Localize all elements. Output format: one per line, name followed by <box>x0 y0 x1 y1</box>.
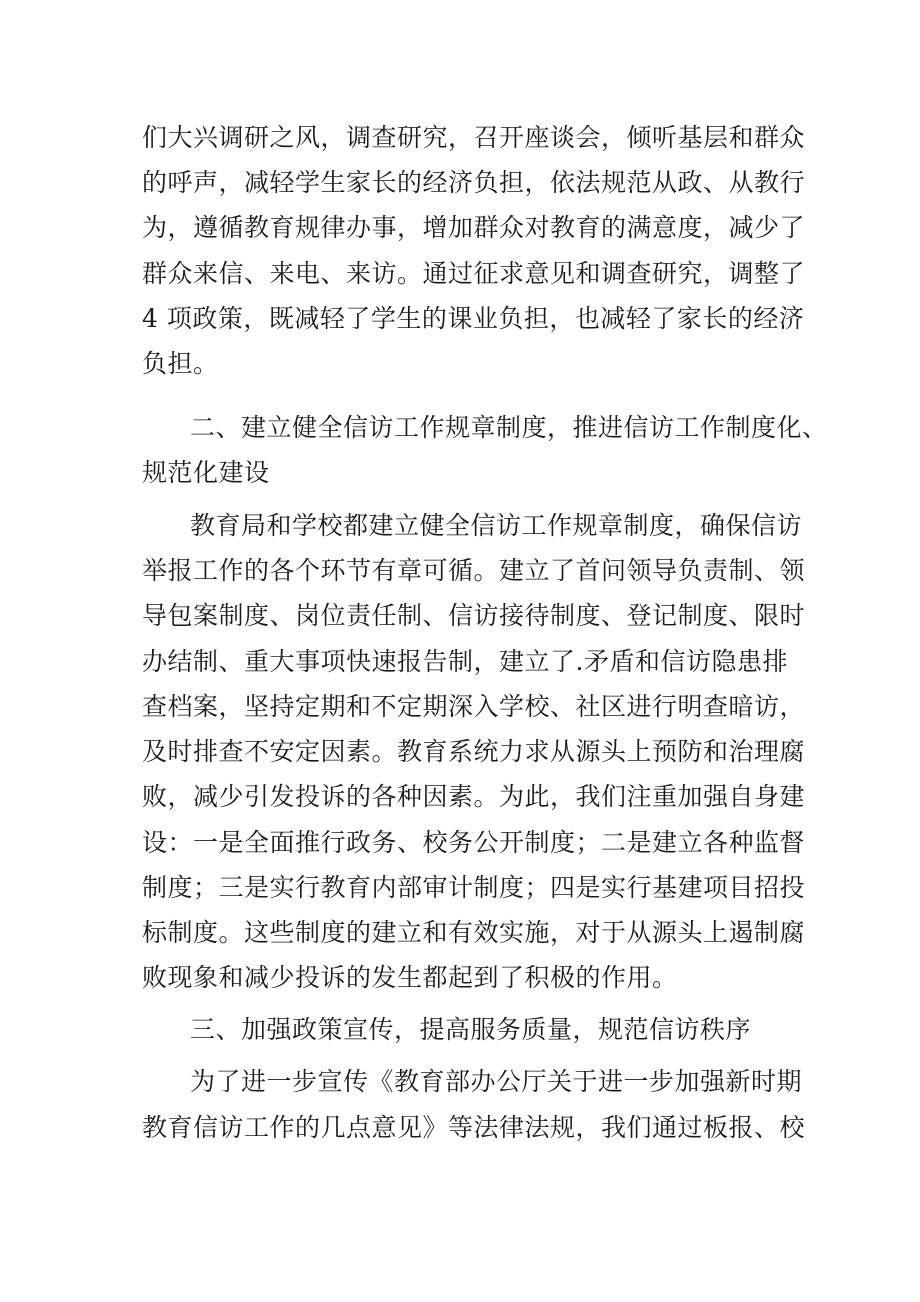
text-line: 标制度。这些制度的建立和有效实施，对于从源头上遏制腐 <box>142 918 806 947</box>
text-line: 教育局和学校都建立健全信访工作规章制度，确保信访 <box>190 511 803 540</box>
text-line: 查档案，坚持定期和不定期深入学校、社区进行明查暗访， <box>142 692 806 721</box>
section-heading-2: 二、建立健全信访工作规章制度，推进信访工作制度化、 <box>190 413 828 442</box>
text-line: 为，遵循教育规律办事，增加群众对教育的满意度，减少了 <box>142 213 806 242</box>
section-heading-2-cont: 规范化建设 <box>142 458 270 487</box>
text-line: 制度；三是实行教育内部审计制度；四是实行基建项目招投 <box>142 873 806 902</box>
text-line: 为了进一步宣传《教育部办公厅关于进一步加强新时期 <box>190 1067 803 1096</box>
text-line: 举报工作的各个环节有章可循。建立了首问领导负责制、领 <box>142 556 806 585</box>
text-line: 及时排查不安定因素。教育系统力求从源头上预防和治理腐 <box>142 737 806 766</box>
text-line: 设：一是全面推行政务、校务公开制度；二是建立各种监督 <box>142 828 806 857</box>
text-line: 负担。 <box>142 349 219 378</box>
text-line: 4 项政策，既减轻了学生的课业负担，也减轻了家长的经济 <box>142 304 805 333</box>
text-line: 败现象和减少投诉的发生都起到了积极的作用。 <box>142 963 678 992</box>
text-line: 群众来信、来电、来访。通过征求意见和调查研究，调整了 <box>142 259 806 288</box>
text-line: 教育信访工作的几点意见》等法律法规，我们通过板报、校 <box>142 1113 806 1142</box>
section-heading-3: 三、加强政策宣传，提高服务质量，规范信访秩序 <box>190 1015 752 1044</box>
text-line: 们大兴调研之风，调查研究，召开座谈会，倾听基层和群众 <box>142 123 806 152</box>
text-line: 败，减少引发投诉的各种因素。为此，我们注重加强自身建 <box>142 782 806 811</box>
text-line: 导包案制度、岗位责任制、信访接待制度、登记制度、限时 <box>142 601 806 630</box>
text-line: 的呼声，减轻学生家长的经济负担，依法规范从政、从教行 <box>142 168 806 197</box>
text-line: 办结制、重大事项快速报告制，建立了.矛盾和信访隐患排 <box>142 647 788 676</box>
